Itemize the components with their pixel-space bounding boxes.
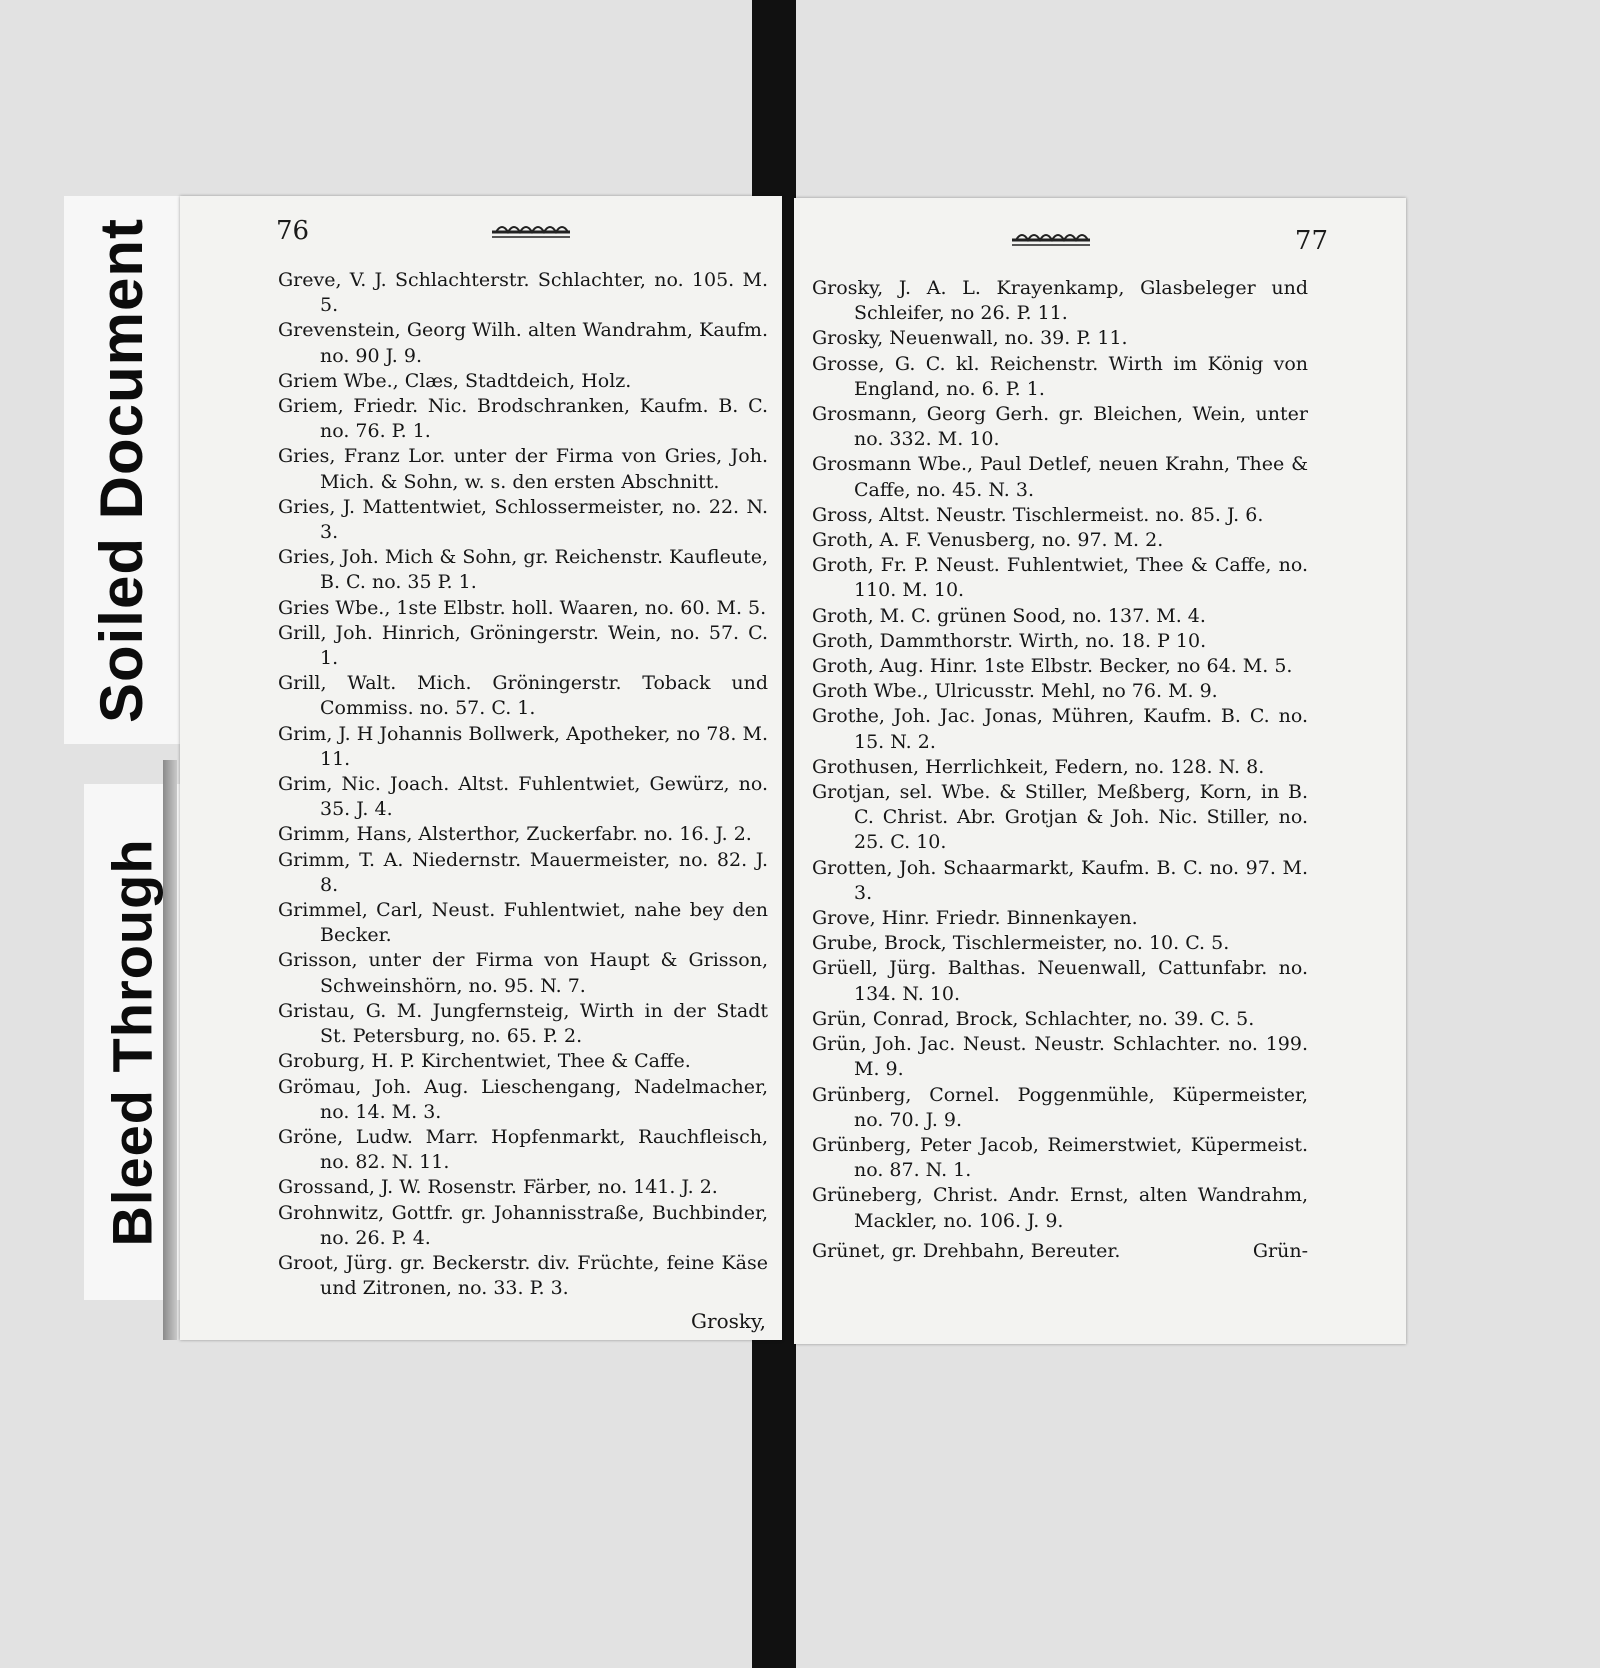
directory-entry: Gristau, G. M. Jungfernsteig, Wirth in der Stadt St. Petersburg, no. 65. P. 2. xyxy=(278,999,768,1048)
directory-entry: Grotten, Joh. Schaarmarkt, Kaufm. B. C. no. 97. M. 3. xyxy=(812,856,1308,904)
directory-entry: Groburg, H. P. Kirchentwiet, Thee & Caffe. xyxy=(278,1050,691,1073)
right-entry-list xyxy=(812,276,1308,1262)
directory-entry: Grisson, unter der Firma von Haupt & Grisson, Schweinshörn, no. 95. N. 7. xyxy=(278,949,768,997)
directory-entry: Grill, Joh. Hinrich, Gröningerstr. Wein, no. 57. C. 1. xyxy=(278,621,768,670)
left-entry-list xyxy=(278,268,768,1333)
directory-entry: Grothe, Joh. Jac. Jonas, Mühren, Kaufm. B. C. no. 15. N. 2. xyxy=(812,705,1308,753)
right-page xyxy=(794,198,1406,1344)
soiled-document-label xyxy=(64,196,180,744)
directory-entry: Grim, J. H Johannis Bollwerk, Apotheker, no 78. M. 11. xyxy=(278,722,768,770)
directory-entry: Grossand, J. W. Rosenstr. Färber, no. 141. J. 2. xyxy=(278,1176,718,1199)
directory-entry: Grosky, J. A. L. Krayenkamp, Glasbeleger und Schleifer, no 26. P. 11. xyxy=(812,277,1308,325)
directory-entry: Grimmel, Carl, Neust. Fuhlentwiet, nahe bey den Becker. xyxy=(278,899,768,947)
directory-entry: Grosmann Wbe., Paul Detlef, neuen Krahn, Thee & Caffe, no. 45. N. 3. xyxy=(812,453,1308,501)
catchword: Grosky, xyxy=(691,1309,766,1334)
directory-entry: Groth, M. C. grünen Sood, no. 137. M. 4. xyxy=(812,604,1206,627)
directory-entry: Grimm, Hans, Alsterthor, Zuckerfabr. no. 16. J. 2. xyxy=(278,823,752,846)
page-number: 77 xyxy=(1294,226,1328,256)
directory-entry: Grill, Walt. Mich. Gröningerstr. Toback und Commiss. no. 57. C. 1. xyxy=(278,672,768,720)
directory-entry: Groot, Jürg. gr. Beckerstr. div. Früchte, feine Käse und Zitronen, no. 33. P. 3. xyxy=(278,1251,768,1300)
directory-entry: Grüell, Jürg. Balthas. Neuenwall, Cattunfabr. no. 134. N. 10. xyxy=(812,957,1308,1005)
directory-entry: Gröne, Ludw. Marr. Hopfenmarkt, Rauchfleisch, no. 82. N. 11. xyxy=(278,1125,768,1174)
directory-entry: Grünberg, Cornel. Poggenmühle, Küpermeister, no. 70. J. 9. xyxy=(812,1083,1308,1131)
left-page xyxy=(180,196,782,1340)
directory-entry: Groth, Dammthorstr. Wirth, no. 18. P 10. xyxy=(812,629,1207,652)
page-number: 76 xyxy=(276,216,310,246)
directory-entry: Grünberg, Peter Jacob, Reimerstwiet, Küpermeist. no. 87. N. 1. xyxy=(812,1133,1308,1182)
soiled-document-text: Soiled Document xyxy=(88,217,156,723)
directory-entry: Griem Wbe., Clæs, Stadtdeich, Holz. xyxy=(278,369,632,392)
directory-entry: Grün, Conrad, Brock, Schlachter, no. 39. C. 5. xyxy=(812,1007,1255,1030)
directory-entry: Gross, Altst. Neustr. Tischlermeist. no. 85. J. 6. xyxy=(812,503,1264,526)
directory-entry: Grube, Brock, Tischlermeister, no. 10. C. 5. xyxy=(812,932,1230,955)
directory-entry: Groth Wbe., Ulricusstr. Mehl, no 76. M. 9. xyxy=(812,680,1218,703)
directory-entry: Gries, Joh. Mich & Sohn, gr. Reichenstr. Kaufleute, B. C. no. 35 P. 1. xyxy=(278,546,768,594)
directory-entry: Grosse, G. C. kl. Reichenstr. Wirth im König von England, no. 6. P. 1. xyxy=(812,352,1308,400)
directory-entry: Grüneberg, Christ. Andr. Ernst, alten Wandrahm, Mackler, no. 106. J. 9. xyxy=(812,1184,1308,1232)
directory-entry: Grim, Nic. Joach. Altst. Fuhlentwiet, Gewürz, no. 35. J. 4. xyxy=(278,773,768,821)
directory-entry: Griem, Friedr. Nic. Brodschranken, Kaufm. B. C. no. 76. P. 1. xyxy=(278,395,768,443)
last-entry: Grünet, gr. Drehbahn, Bereuter. xyxy=(812,1239,1121,1262)
directory-entry: Grove, Hinr. Friedr. Binnenkayen. xyxy=(812,907,1138,930)
directory-entry: Grohnwitz, Gottfr. gr. Johannisstraße, Buchbinder, no. 26. P. 4. xyxy=(278,1201,768,1249)
directory-entry: Gries, Franz Lor. unter der Firma von Gries, Joh. Mich. & Sohn, w. s. den ersten Abschnitt. xyxy=(278,445,768,493)
directory-entry: Grimm, T. A. Niedernstr. Mauermeister, no. 82. J. 8. xyxy=(278,848,768,896)
footer-line xyxy=(812,1240,1308,1262)
directory-entry: Grün, Joh. Jac. Neust. Neustr. Schlachter. no. 199. M. 9. xyxy=(812,1033,1308,1081)
page-edge-shadow xyxy=(163,760,177,1340)
directory-entry: Grotjan, sel. Wbe. & Stiller, Meßberg, Korn, in B. C. Christ. Abr. Grotjan & Joh. Nic. Stiller, no. 25. C. 10. xyxy=(812,781,1308,854)
bleed-through-text: Bleed Through xyxy=(100,837,164,1247)
directory-entry: Gries Wbe., 1ste Elbstr. holl. Waaren, no. 60. M. 5. xyxy=(278,596,767,619)
catchword: Grün- xyxy=(1252,1239,1308,1262)
header-ornament-icon xyxy=(490,218,572,240)
directory-entry: Gries, J. Mattentwiet, Schlossermeister, no. 22. N. 3. xyxy=(278,495,768,544)
directory-entry: Grothusen, Herrlichkeit, Federn, no. 128. N. 8. xyxy=(812,755,1265,778)
directory-entry: Groth, Aug. Hinr. 1ste Elbstr. Becker, no 64. M. 5. xyxy=(812,655,1293,678)
directory-entry: Grömau, Joh. Aug. Lieschengang, Nadelmacher, no. 14. M. 3. xyxy=(278,1075,768,1123)
directory-entry: Grosmann, Georg Gerh. gr. Bleichen, Wein, unter no. 332. M. 10. xyxy=(812,403,1308,451)
header-ornament-icon xyxy=(1010,226,1092,248)
directory-entry: Groth, Fr. P. Neust. Fuhlentwiet, Thee & Caffe, no. 110. M. 10. xyxy=(812,554,1308,602)
directory-entry: Groth, A. F. Venusberg, no. 97. M. 2. xyxy=(812,529,1164,552)
directory-entry: Greve, V. J. Schlachterstr. Schlachter, no. 105. M. 5. xyxy=(278,269,768,317)
directory-entry: Grevenstein, Georg Wilh. alten Wandrahm, Kaufm. no. 90 J. 9. xyxy=(278,319,768,367)
directory-entry: Grosky, Neuenwall, no. 39. P. 11. xyxy=(812,327,1128,350)
